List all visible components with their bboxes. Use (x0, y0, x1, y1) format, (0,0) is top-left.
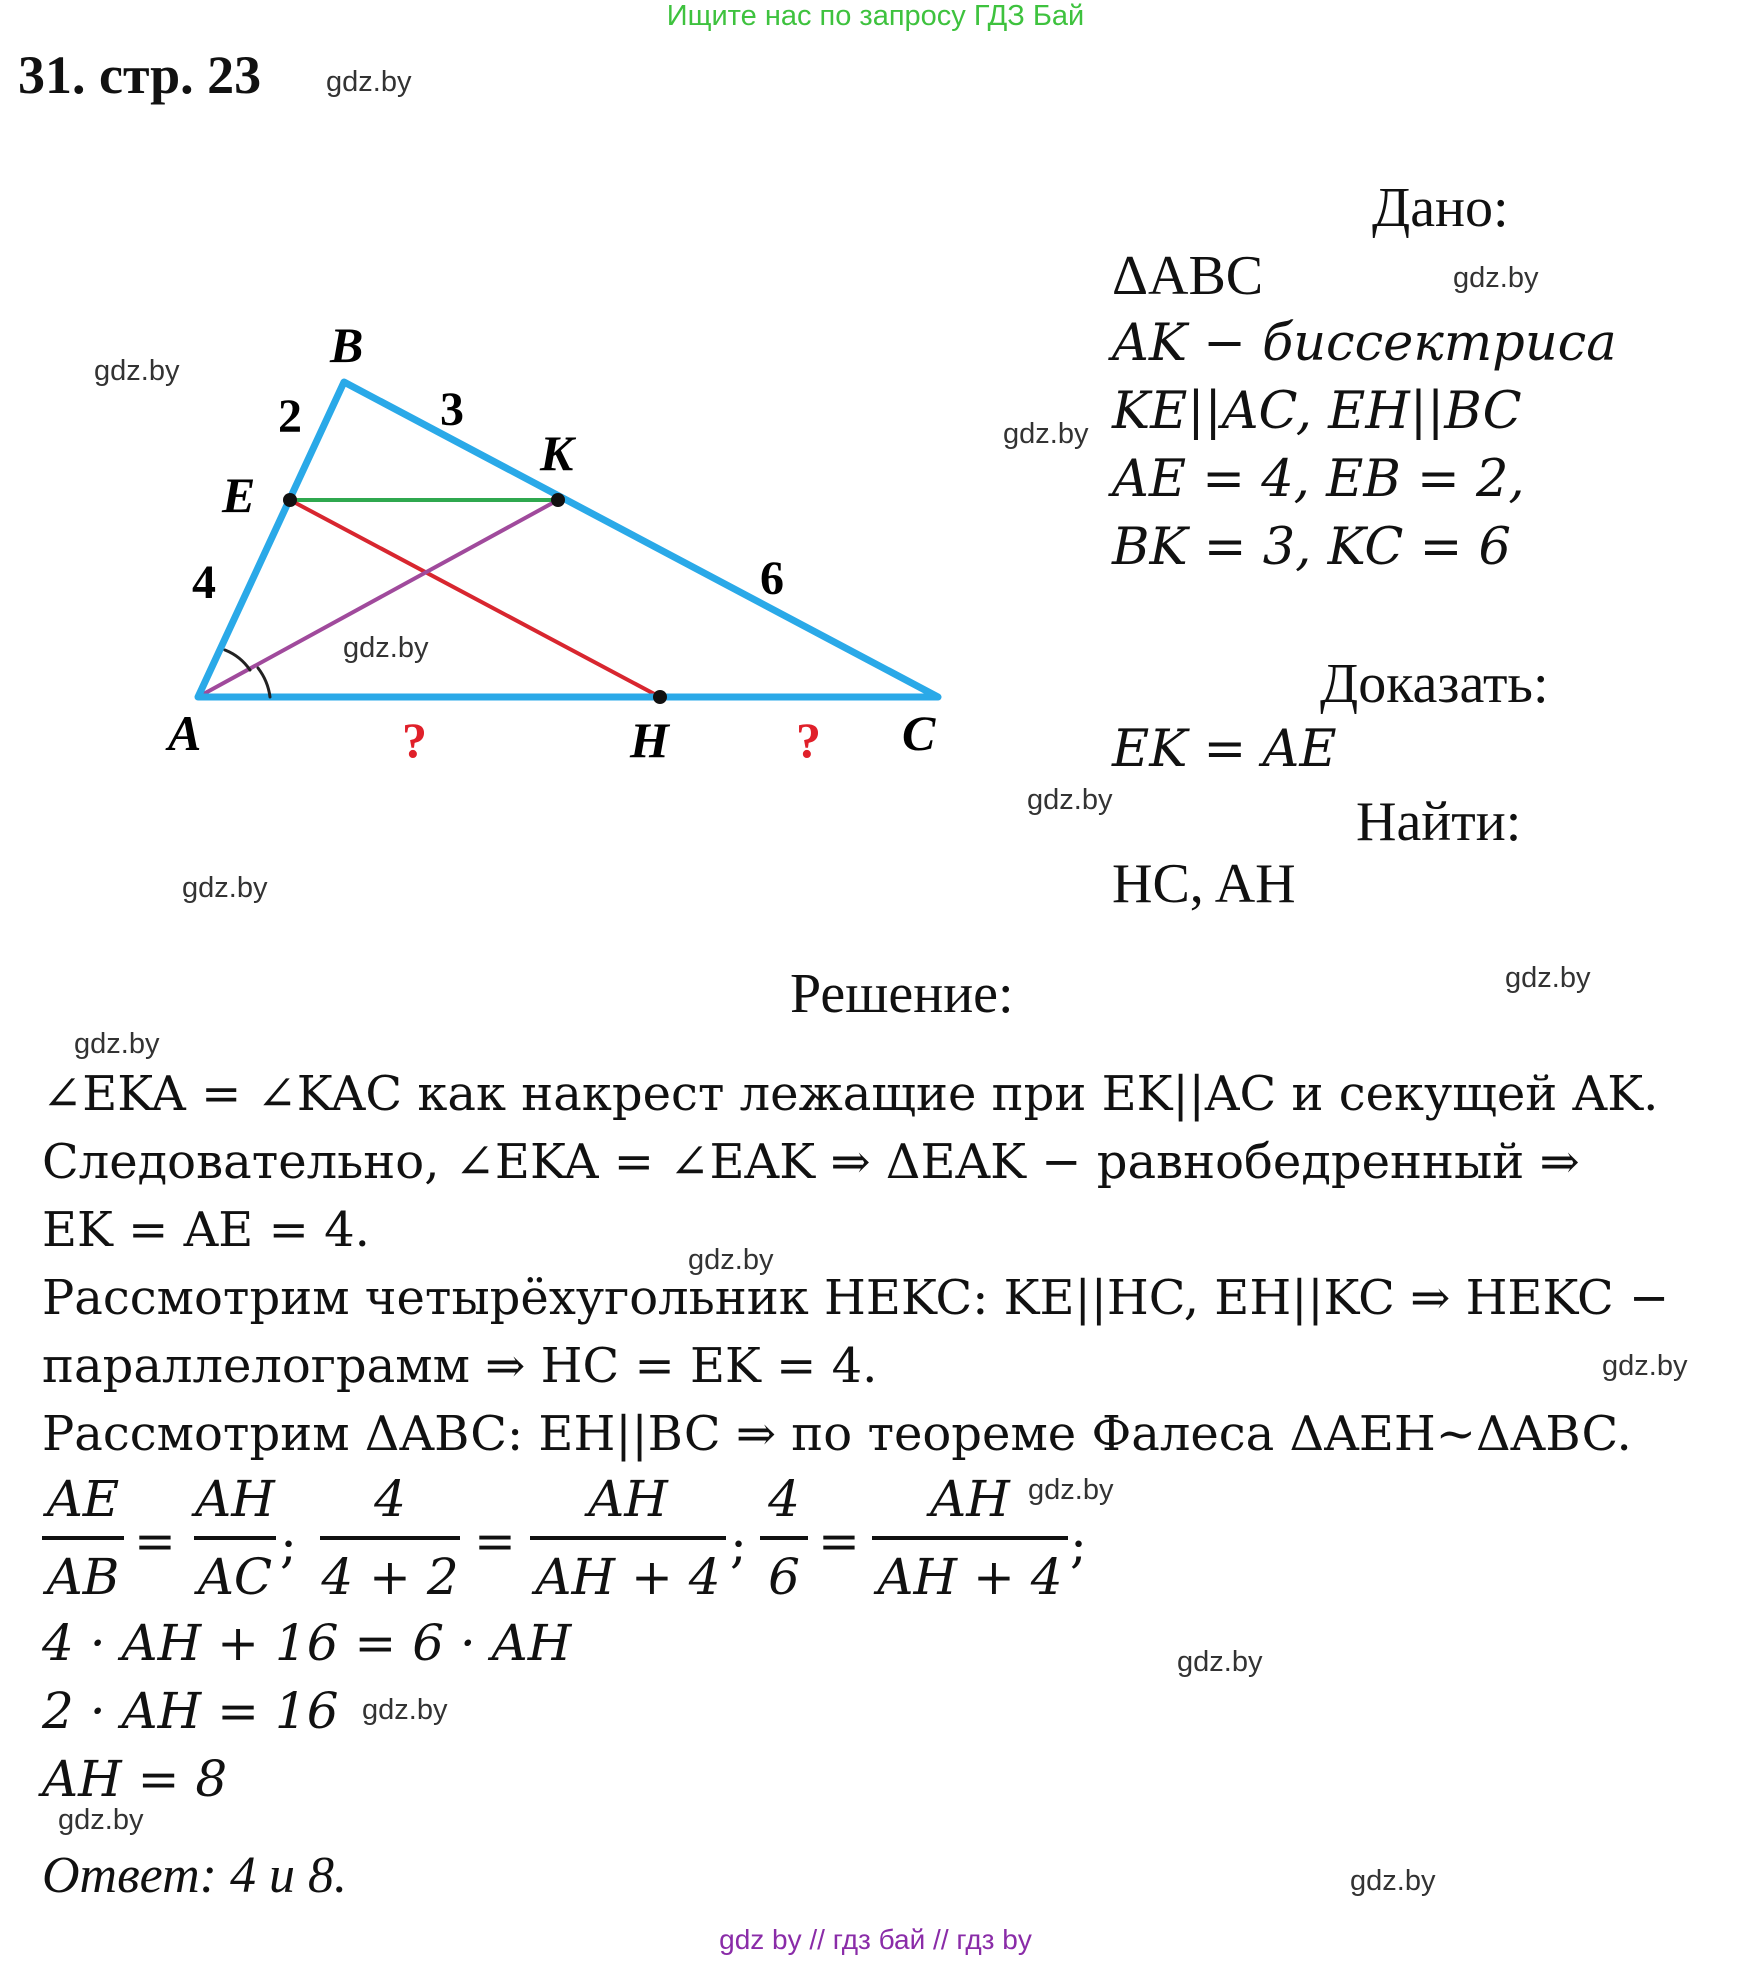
fraction-numerator: AH (588, 1470, 668, 1528)
fraction-denominator: AB (46, 1548, 120, 1606)
vertex-label-e: E (222, 467, 256, 523)
vertex-label-h: H (630, 712, 669, 768)
given-heading: Дано: (1372, 177, 1509, 239)
watermark: gdz.by (688, 1244, 774, 1276)
watermark: gdz.by (182, 872, 268, 904)
semicolon: ; (1070, 1516, 1087, 1574)
point-h (653, 690, 667, 704)
watermark: gdz.by (74, 1028, 160, 1060)
solution-heading: Решение: (790, 963, 1014, 1025)
fraction-4-over-6 (760, 1468, 808, 1608)
fraction-denominator: AH + 4 (877, 1548, 1063, 1606)
angle-arc-a-upper (225, 650, 250, 670)
given-line: BK = 3, KC = 6 (1112, 518, 1511, 577)
solution-line: параллелограмм ⇒ HC = EK = 4. (42, 1338, 878, 1394)
fraction-denominator: 6 (768, 1548, 800, 1606)
fraction-ah-ac (194, 1468, 276, 1608)
fraction-numerator: 4 (768, 1470, 800, 1528)
watermark: gdz.by (58, 1804, 144, 1836)
segment-label-ae: 4 (192, 556, 216, 609)
footer-links[interactable]: gdz by // гдз бай // гдз by (719, 1924, 1032, 1955)
segment-label-hc: ? (796, 712, 821, 768)
given-line: KE||AC, EH||BC (1112, 382, 1522, 441)
watermark: gdz.by (343, 632, 429, 664)
segment-eh (290, 500, 660, 697)
answer: Ответ: 4 и 8. (42, 1847, 347, 1904)
prove-heading: Доказать: (1320, 653, 1549, 715)
segment-label-ah: ? (402, 712, 427, 768)
watermark: gdz.by (1505, 962, 1591, 994)
vertex-label-c: C (902, 705, 936, 761)
fraction-bar (872, 1536, 1068, 1540)
top-banner: Ищите нас по запросу ГДЗ Бай (666, 0, 1085, 32)
fraction-ah-over-ahplus4 (872, 1468, 1068, 1608)
vertex-label-b: B (330, 317, 364, 373)
vertex-label-k: K (540, 425, 574, 481)
point-e (283, 493, 297, 507)
fraction-bar (320, 1536, 460, 1540)
fraction-numerator: AH (930, 1470, 1010, 1528)
watermark: gdz.by (1453, 262, 1539, 294)
fraction-ae-ab (42, 1468, 124, 1608)
fraction-denominator: AC (197, 1548, 273, 1606)
prove-statement: EK = AE (1112, 720, 1337, 779)
given-line: AK − биссектриса (1112, 314, 1617, 373)
solution-line: Следовательно, ∠EKA = ∠EAK ⇒ ΔEAK − равнобедренный ⇒ (42, 1134, 1580, 1190)
angle-arc-a-lower (258, 668, 270, 697)
find-heading: Найти: (1356, 791, 1522, 853)
equals-sign: = (134, 1512, 176, 1570)
vertex-label-a: A (168, 705, 202, 761)
fraction-numerator: AH (195, 1470, 275, 1528)
solution-line: ∠EKA = ∠KAC как накрест лежащие при EK||AC и секущей AK. (42, 1066, 1659, 1122)
solution-line: Рассмотрим четырёхугольник HEKC: KE||HC, EH||KC ⇒ HEKC − (42, 1270, 1670, 1326)
solution-line: Рассмотрим ΔABC: EH||BC ⇒ по теореме Фалеса ΔAEH~ΔABC. (42, 1406, 1632, 1462)
fraction-denominator: 4 + 2 (321, 1548, 459, 1606)
semicolon: ; (730, 1516, 747, 1574)
equals-sign: = (818, 1512, 860, 1570)
segment-label-bk: 3 (440, 383, 464, 436)
fraction-numerator: 4 (374, 1470, 406, 1528)
fraction-bar (194, 1536, 276, 1540)
watermark: gdz.by (1027, 784, 1113, 816)
problem-title: 31. стр. 23 (18, 45, 262, 105)
equation-line: 2 · AH = 16 (42, 1682, 339, 1740)
segment-label-be: 2 (278, 390, 302, 443)
point-k (551, 493, 565, 507)
equation-line: AH = 8 (42, 1750, 228, 1808)
fraction-bar (42, 1536, 124, 1540)
fraction-denominator: AH + 4 (535, 1548, 721, 1606)
fraction-numerator: AE (46, 1470, 120, 1528)
segment-ak (198, 500, 558, 697)
watermark: gdz.by (1028, 1474, 1114, 1506)
watermark: gdz.by (362, 1694, 448, 1726)
watermark: gdz.by (1602, 1350, 1688, 1382)
watermark: gdz.by (326, 66, 412, 98)
watermark: gdz.by (94, 355, 180, 387)
find-statement: HC, AH (1112, 853, 1296, 915)
fraction-ah-over-ahplus4 (530, 1468, 726, 1608)
fraction-4-over-4plus2 (320, 1468, 460, 1608)
equation-line: 4 · AH + 16 = 6 · AH (42, 1614, 572, 1672)
watermark: gdz.by (1003, 418, 1089, 450)
segment-label-kc: 6 (760, 552, 784, 605)
equals-sign: = (474, 1512, 516, 1570)
solution-line: EK = AE = 4. (42, 1202, 370, 1258)
given-line: AE = 4, EB = 2, (1112, 450, 1525, 509)
semicolon: ; (280, 1516, 297, 1574)
fraction-bar (530, 1536, 726, 1540)
fraction-bar (760, 1536, 808, 1540)
given-line: ΔABC (1112, 245, 1264, 307)
watermark: gdz.by (1177, 1646, 1263, 1678)
watermark: gdz.by (1350, 1865, 1436, 1897)
